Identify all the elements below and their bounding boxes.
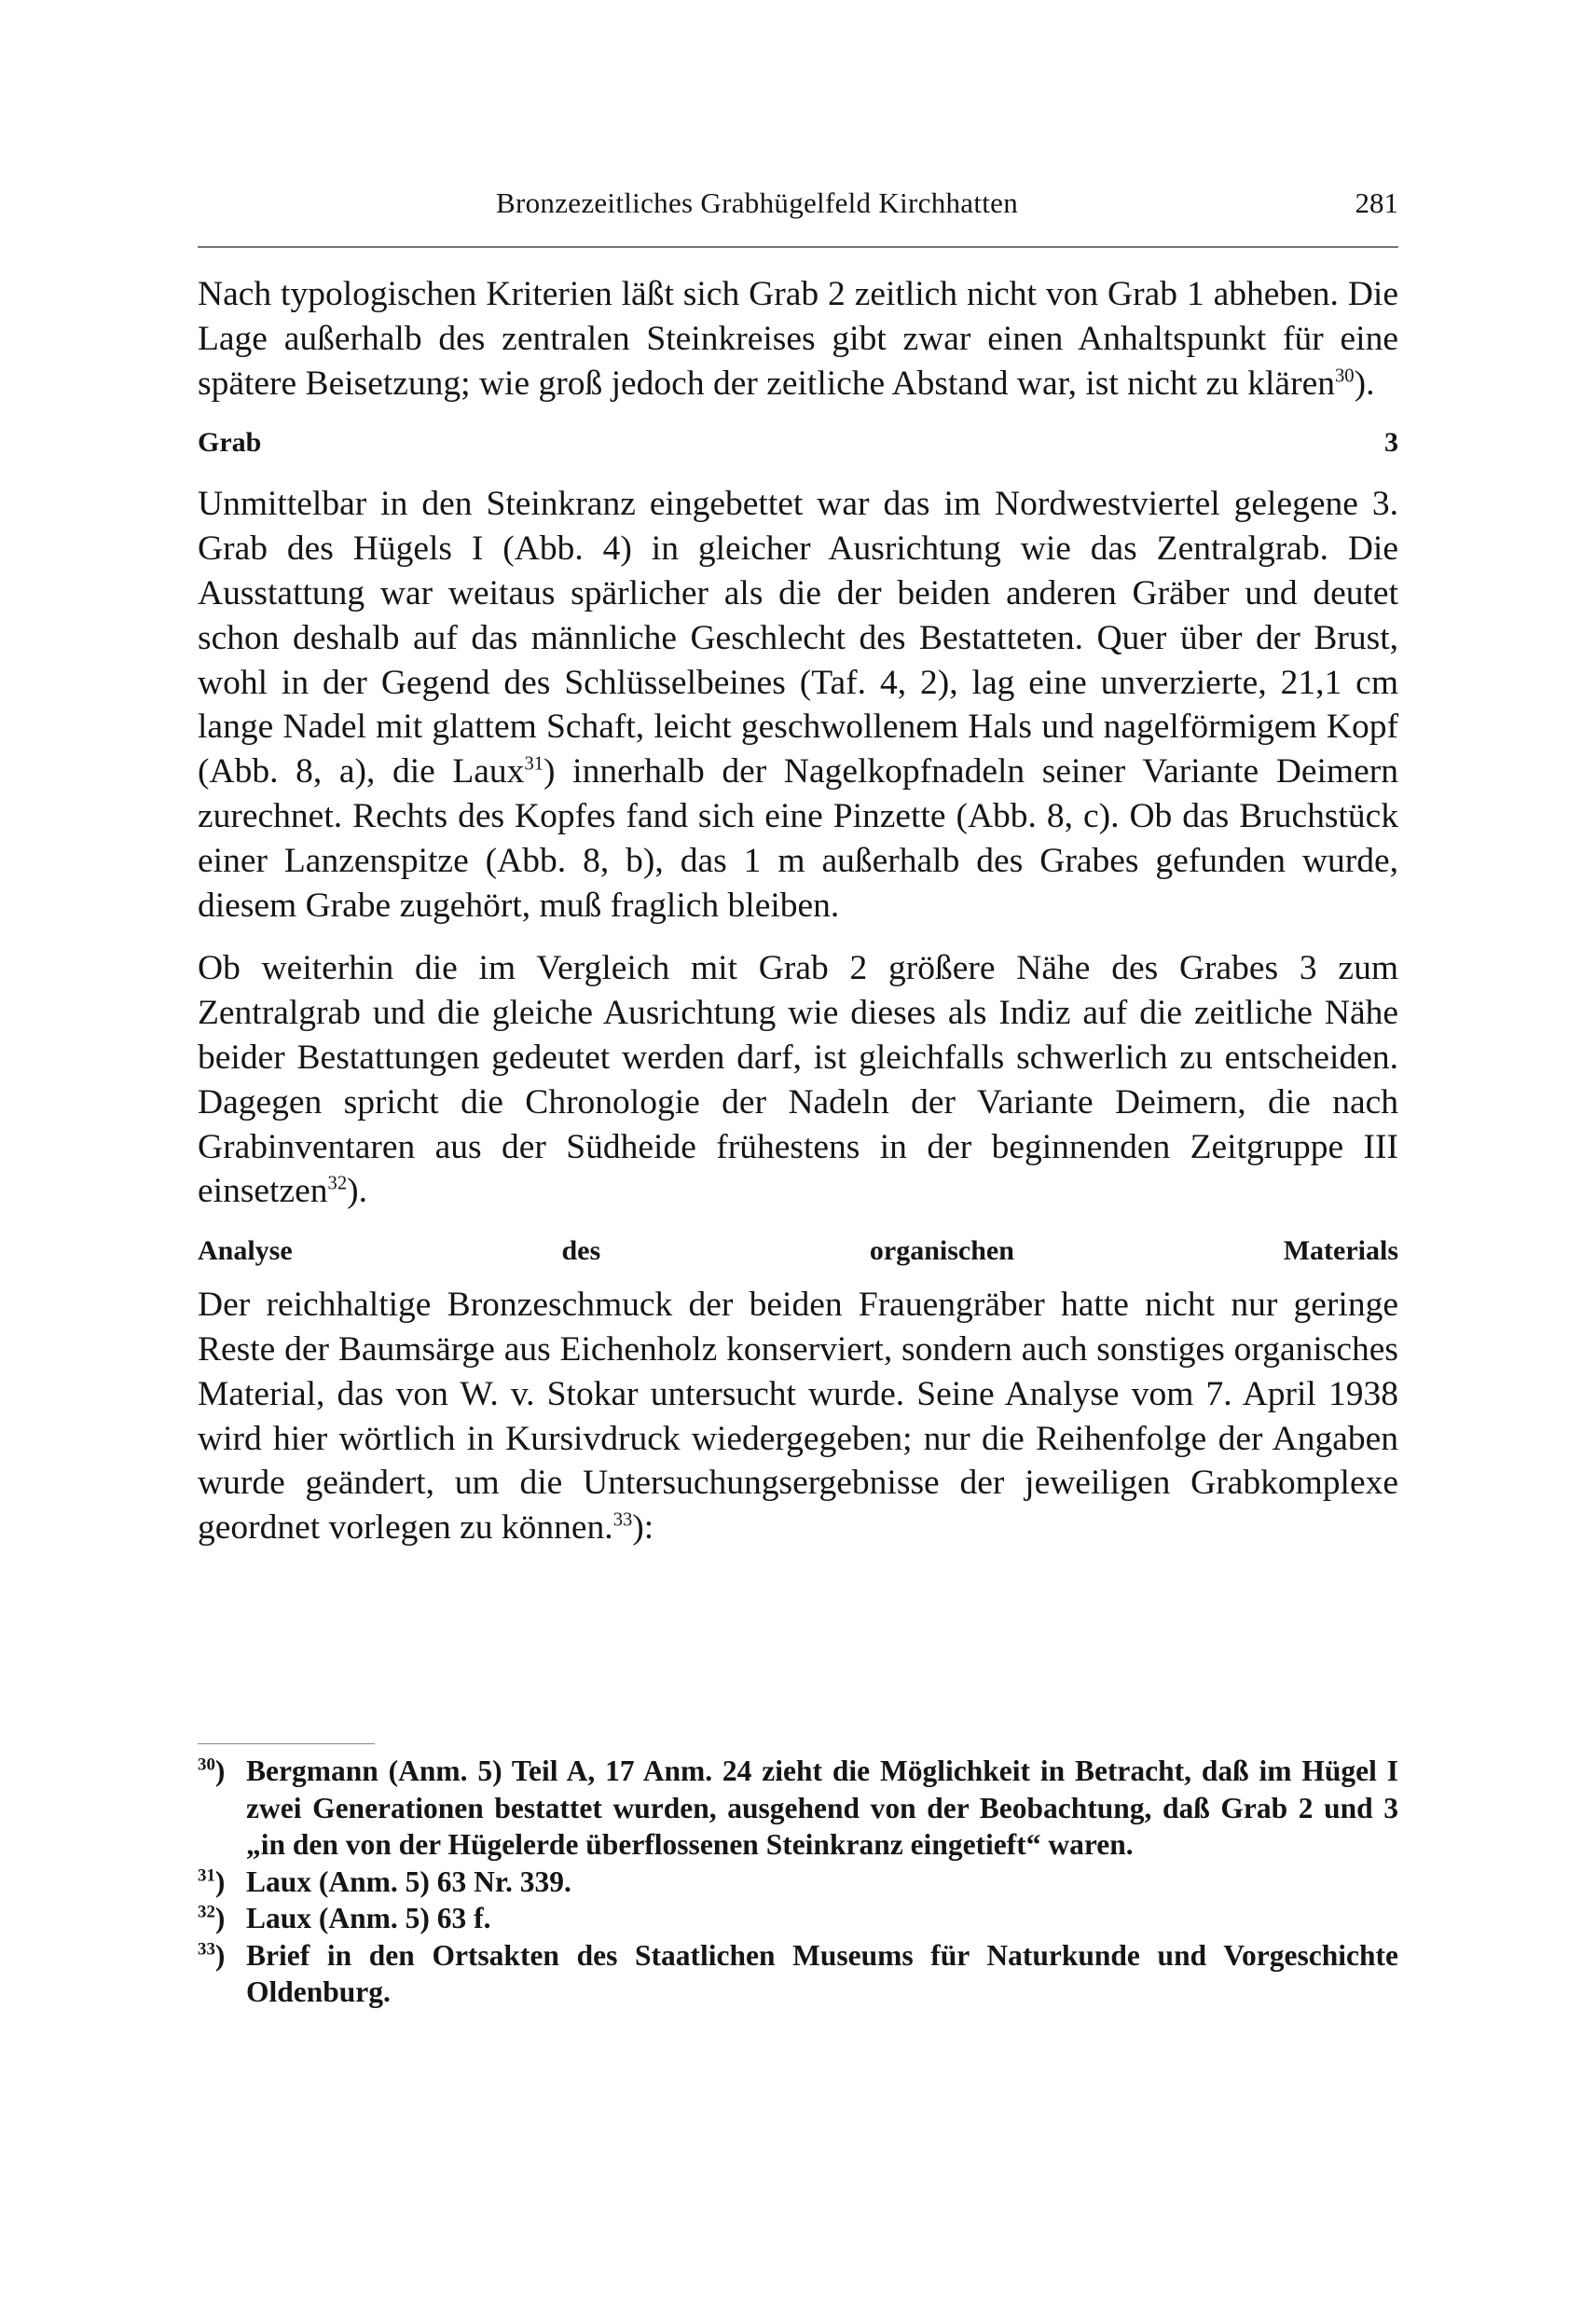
footnote-30: $^{30}$) Bergmann (Anm. 5) Teil A, 17 Anm. 24 zieht die Möglichkeit in Betracht, daß im Hügel I zwei Generationen bestattet wurden, ausgehend von der Beobachtung, daß Grab 2 und 3 „in den von der Hügelerde überflossenen Steinkranz eingetieft“ waren. (198, 1755, 1398, 1861)
footnote-31: $^{31}$) Laux (Anm. 5) 63 Nr. 339. (198, 1865, 571, 1898)
header-rule (198, 246, 1398, 248)
running-title: Bronzezeitliches Grabhügelfeld Kirchhatten (496, 186, 1019, 219)
paragraph-2-text-b: ) innerhalb der Nagelkopfnadeln seiner Variante Deimern zurechnet. Rechts des Kopfes fand sich eine Pinzette (Abb. 8, c). Ob das Bruchstück einer Lanzenspitze (Abb. 8, b), das 1 m außerhalb des Grabes gefunden wurde, diesem Grabe zugehört, muß fraglich bleiben. (198, 752, 1398, 925)
page-number: 281 (1355, 186, 1398, 219)
footnote-ref-30: 30 (1334, 365, 1355, 387)
footnote-text: Laux (Anm. 5) 63 f. (246, 1902, 491, 1934)
body-text (198, 272, 1398, 1550)
paragraph-1 (198, 272, 1398, 406)
paragraph-3-text: Ob weiterhin die im Vergleich mit Grab 2 größere Nähe des Grabes 3 zum Zentralgrab und die gleiche Ausrichtung wie dieses als Indiz auf die zeitliche Nähe beider Bestattungen gedeutet werden darf, ist gleichfalls schwerlich zu entscheiden. Dagegen spricht die Chronologie der Nadeln der Variante Deimern, die nach Grabinventaren aus der Südheide frühestens in der beginnenden Zeitgruppe III einsetzen (198, 949, 1398, 1211)
paragraph-1-text: Nach typologischen Kriterien läßt sich Grab 2 zeitlich nicht von Grab 1 abheben. Die Lage außerhalb des zentralen Steinkreises gibt zwar einen Anhaltspunkt für eine spätere Beisetzung; wie groß jedoch der zeitliche Abstand war, ist nicht zu klären (198, 275, 1398, 403)
paragraph-1-end: ). (1354, 364, 1375, 403)
footnote-text: Bergmann (Anm. 5) Teil A, 17 Anm. 24 zieht die Möglichkeit in Betracht, daß im Hügel I zwei Generationen bestattet wurden, ausgehend von der Beobachtung, daß Grab 2 und 3 „in den von der Hügelerde überflossenen Steinkranz eingetieft“ waren. (246, 1755, 1398, 1861)
heading-grab-3: Grab 3 (198, 427, 1398, 459)
footnote-text: Brief in den Ortsakten des Staatlichen Museums für Naturkunde und Vorgeschichte Oldenburg. (246, 1938, 1398, 2008)
footnotes (198, 1753, 1398, 2011)
footnote-number: 33 (198, 1939, 215, 1959)
footnote-text: Laux (Anm. 5) 63 Nr. 339. (246, 1865, 571, 1898)
paragraph-2 (198, 482, 1398, 928)
footnote-ref-31: 31 (524, 753, 544, 775)
footnote-ref-32: 32 (327, 1173, 348, 1194)
heading-analyse: Analyse des organischen Materials (198, 1235, 1398, 1267)
footnote-32: $^{32}$) Laux (Anm. 5) 63 f. (198, 1902, 491, 1934)
footnote-rule (198, 1743, 375, 1744)
paragraph-4-end: ): (632, 1508, 654, 1548)
paragraph-3-end: ). (347, 1172, 367, 1211)
footnote-number: 30 (198, 1755, 215, 1775)
paragraph-2-text-a: Unmittelbar in den Steinkranz eingebettet war das im Nordwestviertel gelegene 3. Grab des Hügels I (Abb. 4) in gleicher Ausrichtung wie das Zentralgrab. Die Ausstattung war weitaus spärlicher als die der beiden anderen Gräber und deutet schon deshalb auf das männliche Geschlecht des Bestatteten. Quer über der Brust, wohl in der Gegend des Schlüsselbeines (Taf. 4, 2), lag eine unverzierte, 21,1 cm lange Nadel mit glattem Schaft, leicht geschwollenem Hals und nagelförmigem Kopf (Abb. 8, a), die Laux (198, 485, 1398, 791)
footnote-number: 32 (198, 1902, 215, 1922)
paragraph-3 (198, 946, 1398, 1214)
paragraph-4-text: Der reichhaltige Bronzeschmuck der beiden Frauengräber hatte nicht nur geringe Reste der Baumsärge aus Eichenholz konserviert, sondern auch sonstiges organisches Material, das von W. v. Stokar untersucht wurde. Seine Analyse vom 7. April 1938 wird hier wörtlich in Kursivdruck wiedergegeben; nur die Reihenfolge der Angaben wurde geändert, um die Untersuchungsergebnisse der jeweiligen Grabkomplexe geordnet vorlegen zu können. (198, 1286, 1398, 1548)
footnote-number: 31 (198, 1865, 215, 1885)
paragraph-4 (198, 1283, 1398, 1550)
page-header (198, 186, 1398, 233)
footnote-33: $^{33}$) Brief in den Ortsakten des Staatlichen Museums für Naturkunde und Vorgeschichte Oldenburg. (198, 1938, 1398, 2008)
footnote-ref-33: 33 (612, 1509, 633, 1531)
